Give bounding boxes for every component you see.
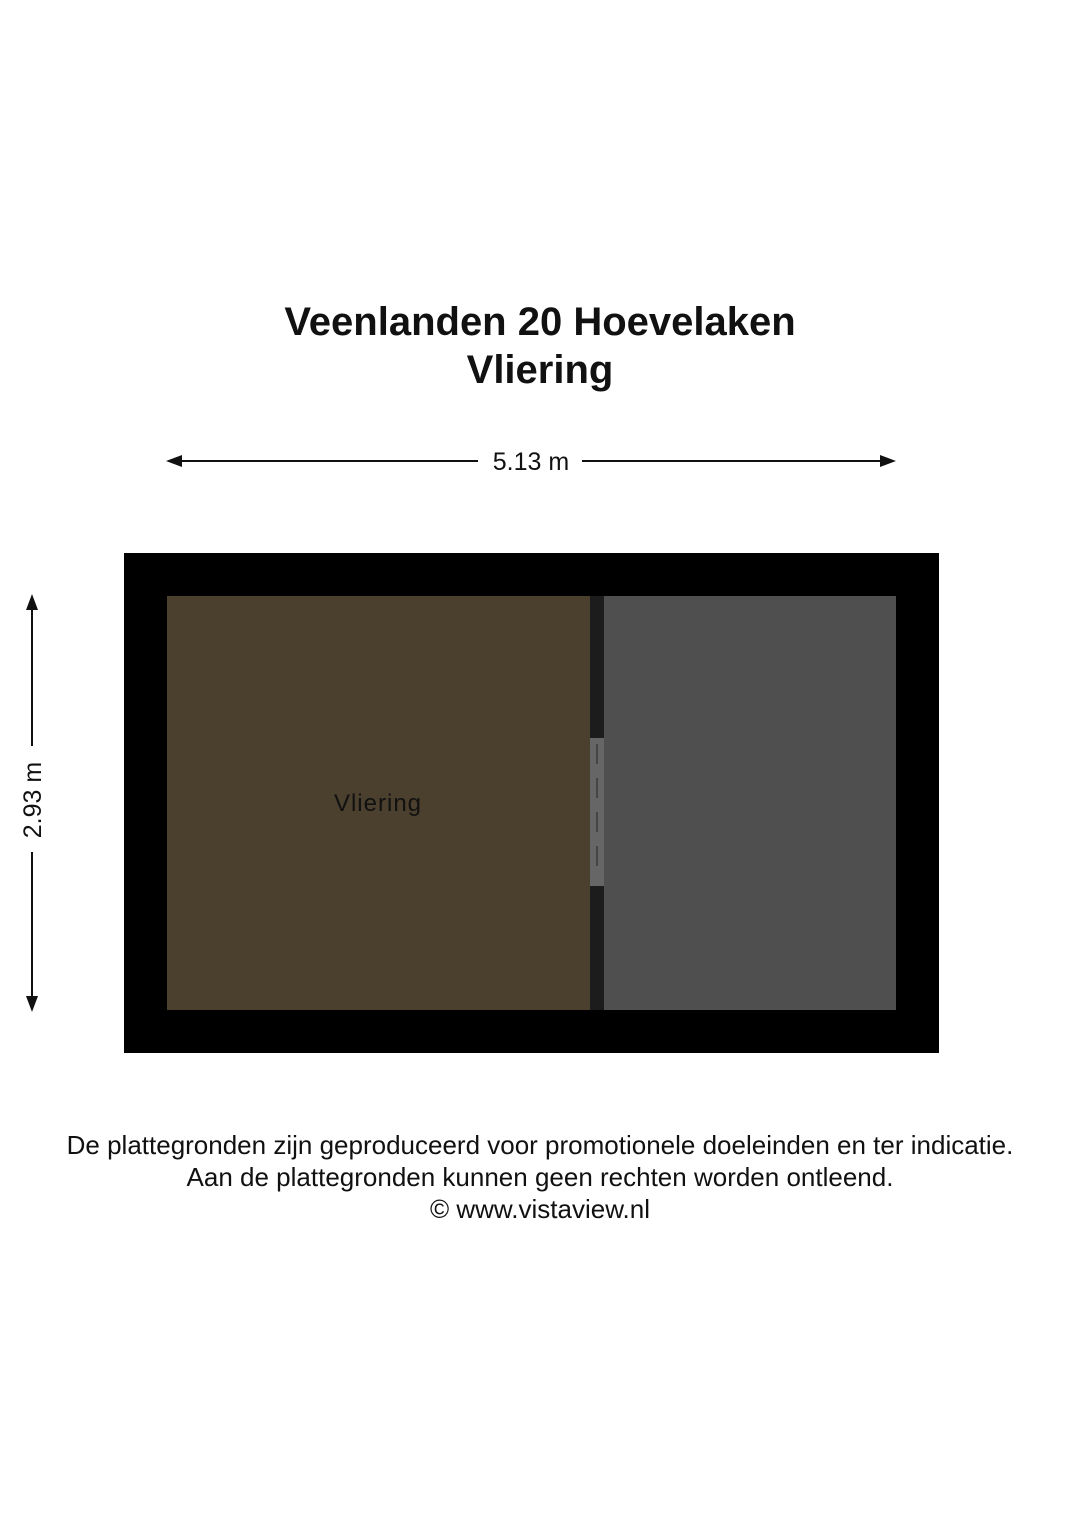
copyright-link: © www.vistaview.nl	[430, 1194, 650, 1224]
arrow-down-icon	[26, 996, 38, 1012]
width-dimension	[166, 448, 896, 476]
arrow-up-icon	[26, 594, 38, 610]
arrow-right-icon	[880, 455, 896, 467]
room-label-vliering: Vliering	[333, 790, 423, 817]
height-dimension	[19, 594, 47, 1012]
floor-name: Vliering	[466, 348, 614, 392]
room-unlabeled	[604, 596, 896, 1010]
disclaimer-line-2: Aan de plattegronden kunnen geen rechten worden ontleend.	[186, 1162, 894, 1192]
height-dimension-label: 2.93 m	[19, 761, 47, 839]
arrow-left-icon	[166, 455, 182, 467]
page-title: Veenlanden 20 Hoevelaken	[284, 300, 796, 344]
disclaimer-line-1: De plattegronden zijn geproduceerd voor promotionele doeleinden en ter indicatie.	[66, 1130, 1014, 1160]
partition-opening	[590, 738, 604, 886]
width-dimension-label: 5.13 m	[492, 448, 570, 476]
